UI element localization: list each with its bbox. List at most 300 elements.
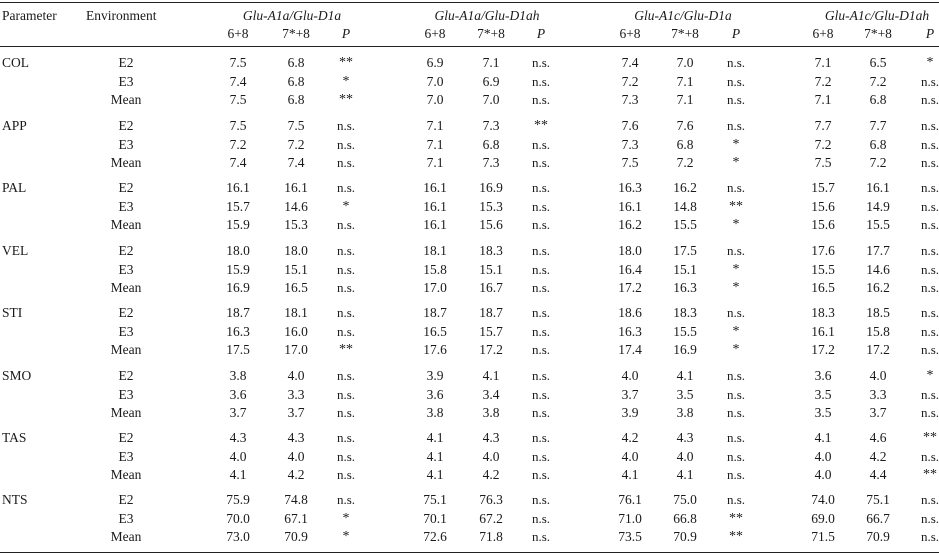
table-cell: 15.5 <box>673 323 697 339</box>
table-cell: 18.5 <box>866 305 890 320</box>
subheader-7star-8: 7*+8 <box>671 26 699 41</box>
p-value: n.s. <box>336 155 356 170</box>
table-cell: 4.1 <box>229 467 247 482</box>
table-cell: 17.5 <box>226 342 250 357</box>
table-cell: 71.0 <box>618 510 642 526</box>
p-value: n.s. <box>336 305 356 320</box>
table-cell: 7.5 <box>814 155 832 170</box>
table-cell: 7.1 <box>676 73 694 89</box>
p-value: n.s. <box>531 323 551 339</box>
table-cell: 4.1 <box>676 368 694 383</box>
table-cell: 15.5 <box>811 261 835 277</box>
p-value: ** <box>339 55 353 70</box>
table-cell: 4.0 <box>287 448 305 464</box>
table-cell: 15.6 <box>479 217 503 232</box>
table-cell: 4.0 <box>621 368 639 383</box>
environment-label: Mean <box>110 92 142 107</box>
table-cell: 7.2 <box>814 136 832 152</box>
p-value: n.s. <box>726 430 746 445</box>
table-cell: 4.1 <box>814 430 832 445</box>
table-cell: 4.0 <box>814 448 832 464</box>
table-cell: 17.0 <box>284 342 308 357</box>
p-value: ** <box>923 467 937 482</box>
p-value: n.s. <box>531 280 551 295</box>
p-value: ** <box>923 430 937 445</box>
p-value: n.s. <box>920 217 939 232</box>
group-header-2: Glu-A1a/Glu-D1ah <box>434 8 540 23</box>
table-cell: 18.0 <box>284 243 308 258</box>
table-cell: 16.3 <box>226 323 250 339</box>
table-cell: 15.6 <box>811 217 835 232</box>
table-cell: 16.1 <box>866 180 890 195</box>
parameter-label: APP <box>2 118 27 133</box>
table-cell: 17.5 <box>673 243 697 258</box>
table-cell: 4.3 <box>287 430 305 445</box>
table-cell: 7.1 <box>814 55 832 70</box>
table-cell: 74.8 <box>284 492 308 507</box>
table-cell: 4.1 <box>426 467 444 482</box>
environment-label: E3 <box>118 261 134 277</box>
environment-label: E2 <box>118 243 134 258</box>
table-cell: 16.1 <box>811 323 835 339</box>
table-cell: 16.5 <box>284 280 308 295</box>
table-cell: 3.5 <box>676 386 694 402</box>
environment-label: E2 <box>118 492 134 507</box>
table-cell: 4.1 <box>621 467 639 482</box>
p-value: n.s. <box>920 448 939 464</box>
p-value: n.s. <box>726 368 746 383</box>
table-cell: 16.2 <box>618 217 642 232</box>
table-cell: 17.0 <box>423 280 447 295</box>
table-cell: 7.5 <box>287 118 305 133</box>
table-cell: 18.6 <box>618 305 642 320</box>
table-cell: 16.1 <box>423 180 447 195</box>
table-cell: 76.1 <box>618 492 642 507</box>
table-cell: 71.8 <box>479 529 503 544</box>
parameter-label: STI <box>2 305 23 320</box>
table-cell: 75.0 <box>673 492 697 507</box>
p-value: n.s. <box>336 492 356 507</box>
table-cell: 7.2 <box>869 155 887 170</box>
table-cell: 7.1 <box>426 118 444 133</box>
table-cell: 7.5 <box>229 118 247 133</box>
subheader-6-8: 6+8 <box>424 26 446 41</box>
p-value: n.s. <box>726 492 746 507</box>
parameter-label: SMO <box>2 368 32 383</box>
p-value: n.s. <box>920 92 939 107</box>
p-value: n.s. <box>920 342 939 357</box>
header-bottom-rule <box>0 46 939 47</box>
p-value: n.s. <box>726 73 746 89</box>
p-value: * <box>732 280 740 295</box>
table-cell: 7.4 <box>621 55 639 70</box>
environment-label: E2 <box>118 305 134 320</box>
table-cell: 16.1 <box>226 180 250 195</box>
table-cell: 7.2 <box>621 73 639 89</box>
table-cell: 4.0 <box>482 448 500 464</box>
table-cell: 15.9 <box>226 261 250 277</box>
subheader-7star-8: 7*+8 <box>477 26 505 41</box>
table-cell: 15.5 <box>866 217 890 232</box>
p-value: ** <box>339 342 353 357</box>
table-cell: 17.2 <box>618 280 642 295</box>
table-cell: 7.3 <box>621 136 639 152</box>
environment-label: E3 <box>118 73 134 89</box>
table-cell: 7.5 <box>621 155 639 170</box>
p-value: n.s. <box>920 529 939 544</box>
table-cell: 70.9 <box>284 529 308 544</box>
table-cell: 7.1 <box>426 136 444 152</box>
table-cell: 7.1 <box>482 55 500 70</box>
p-value: n.s. <box>920 280 939 295</box>
table-cell: 15.1 <box>479 261 503 277</box>
table-cell: 3.7 <box>621 386 639 402</box>
table-cell: 70.0 <box>226 510 250 526</box>
environment-label: Mean <box>110 280 142 295</box>
subheader-p: P <box>731 26 741 41</box>
p-value: n.s. <box>920 510 939 526</box>
environment-label: E2 <box>118 430 134 445</box>
table-cell: 71.5 <box>811 529 835 544</box>
environment-label: Mean <box>110 342 142 357</box>
table-cell: 17.2 <box>866 342 890 357</box>
p-value: * <box>732 323 740 339</box>
table-cell: 17.2 <box>811 342 835 357</box>
p-value: n.s. <box>531 430 551 445</box>
parameter-label: COL <box>2 55 29 70</box>
environment-label: E3 <box>118 323 134 339</box>
p-value: n.s. <box>531 136 551 152</box>
table-cell: 75.1 <box>866 492 890 507</box>
p-value: n.s. <box>531 305 551 320</box>
environment-label: Mean <box>110 529 142 544</box>
p-value: n.s. <box>336 368 356 383</box>
p-value: n.s. <box>531 198 551 214</box>
environment-label: E2 <box>118 118 134 133</box>
p-value: n.s. <box>531 217 551 232</box>
table-cell: 7.0 <box>482 92 500 107</box>
p-value: n.s. <box>336 217 356 232</box>
p-value: n.s. <box>920 323 939 339</box>
p-value: n.s. <box>531 180 551 195</box>
p-value: n.s. <box>726 448 746 464</box>
p-value: ** <box>729 510 743 526</box>
table-cell: 16.2 <box>866 280 890 295</box>
table-cell: 16.4 <box>618 261 642 277</box>
table-cell: 15.9 <box>226 217 250 232</box>
table-cell: 3.5 <box>814 386 832 402</box>
subheader-6-8: 6+8 <box>227 26 249 41</box>
environment-label: Mean <box>110 217 142 232</box>
table-cell: 15.3 <box>479 198 503 214</box>
p-value: n.s. <box>920 305 939 320</box>
environment-label: Mean <box>110 155 142 170</box>
table-cell: 6.9 <box>482 73 500 89</box>
top-rule <box>0 2 939 3</box>
environment-label: E3 <box>118 136 134 152</box>
table-cell: 7.3 <box>621 92 639 107</box>
p-value: n.s. <box>920 492 939 507</box>
subheader-p: P <box>925 26 935 41</box>
table-cell: 15.7 <box>226 198 250 214</box>
p-value: * <box>732 342 740 357</box>
table-cell: 7.2 <box>814 73 832 89</box>
table-cell: 3.4 <box>482 386 500 402</box>
table-cell: 16.1 <box>423 217 447 232</box>
p-value: ** <box>729 198 743 214</box>
table-cell: 15.1 <box>284 261 308 277</box>
p-value: n.s. <box>726 467 746 482</box>
table-cell: 15.6 <box>811 198 835 214</box>
subheader-p: P <box>341 26 351 41</box>
table-cell: 6.8 <box>869 136 887 152</box>
p-value: ** <box>729 529 743 544</box>
table-cell: 17.4 <box>618 342 642 357</box>
table-cell: 16.1 <box>284 180 308 195</box>
environment-label: E3 <box>118 386 134 402</box>
table-cell: 67.1 <box>284 510 308 526</box>
p-value: n.s. <box>531 492 551 507</box>
table-cell: 3.6 <box>814 368 832 383</box>
table-cell: 16.0 <box>284 323 308 339</box>
table-cell: 6.8 <box>869 92 887 107</box>
table-cell: 4.1 <box>676 467 694 482</box>
table-cell: 72.6 <box>423 529 447 544</box>
table-cell: 4.1 <box>426 430 444 445</box>
table-cell: 7.0 <box>426 73 444 89</box>
p-value: n.s. <box>531 92 551 107</box>
table-cell: 6.8 <box>676 136 694 152</box>
table-cell: 16.5 <box>423 323 447 339</box>
p-value: n.s. <box>336 280 356 295</box>
p-value: n.s. <box>920 118 939 133</box>
parameter-label: TAS <box>2 430 27 445</box>
table-cell: 7.2 <box>287 136 305 152</box>
table-cell: 3.3 <box>287 386 305 402</box>
table-cell: 4.2 <box>621 430 639 445</box>
table-cell: 4.0 <box>869 368 887 383</box>
p-value: ** <box>534 118 548 133</box>
table-cell: 18.3 <box>479 243 503 258</box>
table-cell: 16.7 <box>479 280 503 295</box>
p-value: n.s. <box>336 323 356 339</box>
p-value: n.s. <box>531 55 551 70</box>
table-cell: 7.4 <box>229 73 247 89</box>
p-value: n.s. <box>531 510 551 526</box>
table-cell: 7.2 <box>229 136 247 152</box>
table-cell: 16.5 <box>811 280 835 295</box>
p-value: n.s. <box>531 342 551 357</box>
p-value: * <box>732 155 740 170</box>
p-value: n.s. <box>726 55 746 70</box>
table-cell: 16.1 <box>423 198 447 214</box>
table-cell: 3.7 <box>869 405 887 420</box>
parameter-label: VEL <box>2 243 29 258</box>
table-cell: 7.6 <box>621 118 639 133</box>
p-value: n.s. <box>336 467 356 482</box>
table-cell: 3.8 <box>426 405 444 420</box>
p-value: n.s. <box>336 243 356 258</box>
environment-label: E2 <box>118 55 134 70</box>
table-cell: 4.6 <box>869 430 887 445</box>
table-cell: 15.7 <box>811 180 835 195</box>
table-cell: 73.5 <box>618 529 642 544</box>
table-cell: 16.3 <box>618 180 642 195</box>
column-header-parameter: Parameter <box>2 8 57 23</box>
p-value: * <box>342 529 350 544</box>
table-cell: 4.0 <box>621 448 639 464</box>
p-value: n.s. <box>531 386 551 402</box>
table-cell: 3.6 <box>229 386 247 402</box>
table-cell: 18.0 <box>618 243 642 258</box>
table-cell: 16.9 <box>479 180 503 195</box>
table-cell: 18.7 <box>479 305 503 320</box>
bottom-rule <box>0 552 939 553</box>
environment-label: Mean <box>110 405 142 420</box>
p-value: * <box>732 217 740 232</box>
table-cell: 18.1 <box>284 305 308 320</box>
table-cell: 4.0 <box>676 448 694 464</box>
table-cell: 16.3 <box>618 323 642 339</box>
p-value: n.s. <box>920 73 939 89</box>
table-cell: 75.1 <box>423 492 447 507</box>
table-cell: 7.0 <box>426 92 444 107</box>
table-cell: 16.3 <box>673 280 697 295</box>
table-cell: 14.8 <box>673 198 697 214</box>
table-cell: 7.2 <box>676 155 694 170</box>
table-cell: 3.7 <box>287 405 305 420</box>
table-cell: 76.3 <box>479 492 503 507</box>
table-cell: 73.0 <box>226 529 250 544</box>
table-cell: 15.3 <box>284 217 308 232</box>
p-value: n.s. <box>920 198 939 214</box>
table-cell: 75.9 <box>226 492 250 507</box>
table-cell: 16.2 <box>673 180 697 195</box>
table-cell: 6.8 <box>287 73 305 89</box>
table-cell: 3.6 <box>426 386 444 402</box>
table-cell: 18.3 <box>811 305 835 320</box>
table-cell: 6.8 <box>287 92 305 107</box>
table-cell: 16.1 <box>618 198 642 214</box>
table-cell: 15.7 <box>479 323 503 339</box>
table-cell: 3.5 <box>814 405 832 420</box>
table-cell: 7.4 <box>229 155 247 170</box>
p-value: n.s. <box>726 118 746 133</box>
p-value: * <box>926 55 934 70</box>
p-value: n.s. <box>336 136 356 152</box>
table-cell: 7.4 <box>287 155 305 170</box>
table-cell: 16.9 <box>673 342 697 357</box>
table-cell: 18.1 <box>423 243 447 258</box>
table-cell: 3.7 <box>229 405 247 420</box>
table-cell: 66.8 <box>673 510 697 526</box>
table-cell: 3.3 <box>869 386 887 402</box>
table-cell: 3.8 <box>229 368 247 383</box>
table-cell: 4.2 <box>869 448 887 464</box>
p-value: * <box>926 368 934 383</box>
table-cell: 69.0 <box>811 510 835 526</box>
p-value: n.s. <box>726 243 746 258</box>
table-cell: 7.1 <box>814 92 832 107</box>
parameter-label: NTS <box>2 492 28 507</box>
group-header-4: Glu-A1c/Glu-D1ah <box>824 8 930 23</box>
p-value: * <box>342 73 350 89</box>
table-cell: 4.3 <box>482 430 500 445</box>
table-cell: 17.6 <box>423 342 447 357</box>
p-value: * <box>342 198 350 214</box>
table-cell: 74.0 <box>811 492 835 507</box>
parameter-label: PAL <box>2 180 27 195</box>
p-value: * <box>732 136 740 152</box>
table-cell: 18.7 <box>423 305 447 320</box>
table-cell: 7.5 <box>229 55 247 70</box>
subheader-7star-8: 7*+8 <box>864 26 892 41</box>
table-cell: 7.2 <box>869 73 887 89</box>
p-value: n.s. <box>920 136 939 152</box>
p-value: n.s. <box>531 529 551 544</box>
p-value: n.s. <box>531 243 551 258</box>
table-cell: 67.2 <box>479 510 503 526</box>
table-cell: 7.3 <box>482 155 500 170</box>
p-value: n.s. <box>336 261 356 277</box>
table-cell: 4.0 <box>229 448 247 464</box>
p-value: n.s. <box>726 305 746 320</box>
p-value: n.s. <box>531 467 551 482</box>
table-cell: 16.9 <box>226 280 250 295</box>
table-cell: 7.1 <box>426 155 444 170</box>
p-value: n.s. <box>920 243 939 258</box>
table-cell: 4.2 <box>482 467 500 482</box>
table-cell: 3.9 <box>621 405 639 420</box>
table-cell: 3.8 <box>676 405 694 420</box>
p-value: * <box>342 510 350 526</box>
p-value: n.s. <box>531 155 551 170</box>
p-value: n.s. <box>726 92 746 107</box>
environment-label: E2 <box>118 368 134 383</box>
p-value: n.s. <box>531 448 551 464</box>
p-value: n.s. <box>336 118 356 133</box>
table-cell: 4.3 <box>229 430 247 445</box>
table-cell: 66.7 <box>866 510 890 526</box>
p-value: n.s. <box>920 261 939 277</box>
table-cell: 14.6 <box>866 261 890 277</box>
environment-label: E3 <box>118 510 134 526</box>
p-value: n.s. <box>531 73 551 89</box>
table-cell: 15.1 <box>673 261 697 277</box>
table-cell: 14.9 <box>866 198 890 214</box>
table-cell: 70.1 <box>423 510 447 526</box>
table-cell: 7.6 <box>676 118 694 133</box>
table-cell: 3.9 <box>426 368 444 383</box>
subheader-6-8: 6+8 <box>619 26 641 41</box>
table-cell: 6.9 <box>426 55 444 70</box>
environment-label: Mean <box>110 467 142 482</box>
p-value: n.s. <box>531 261 551 277</box>
p-value: n.s. <box>726 180 746 195</box>
table-cell: 4.0 <box>814 467 832 482</box>
p-value: n.s. <box>726 386 746 402</box>
table-cell: 70.9 <box>673 529 697 544</box>
p-value: n.s. <box>336 386 356 402</box>
table-cell: 7.7 <box>814 118 832 133</box>
table-cell: 4.3 <box>676 430 694 445</box>
table-cell: 7.5 <box>229 92 247 107</box>
table-cell: 4.2 <box>287 467 305 482</box>
table-cell: 7.3 <box>482 118 500 133</box>
table-cell: 7.1 <box>676 92 694 107</box>
table-cell: 6.5 <box>869 55 887 70</box>
group-header-3: Glu-A1c/Glu-D1a <box>634 8 732 23</box>
